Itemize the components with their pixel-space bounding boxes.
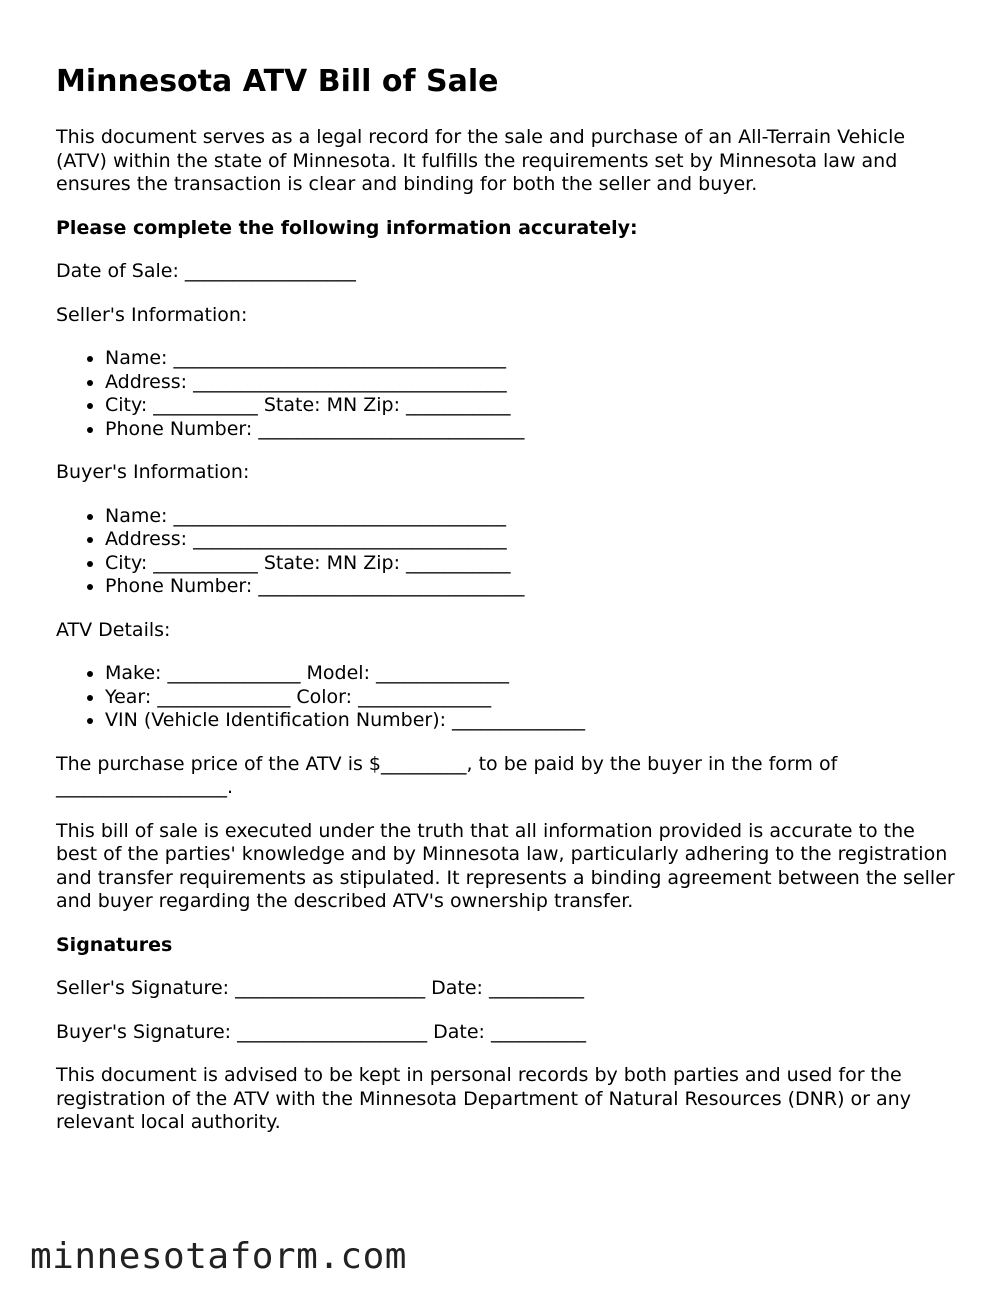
buyer-name-field: • Name: ___________________________________ [105,505,956,529]
buyer-signature-line: Buyer's Signature: ____________________ Date: __________ [56,1020,586,1043]
document-title: Minnesota ATV Bill of Sale [56,64,499,99]
atv-year-color-field: • Year: ______________ Color: ______________ [105,686,956,710]
date-of-sale-field: Date of Sale: __________________ [56,260,356,282]
seller-phone-field: • Phone Number: ____________________________ [105,418,956,442]
seller-heading: Seller's Information: [56,303,248,326]
signatures-heading: Signatures [56,933,173,956]
buyer-info-list [56,505,956,599]
seller-address-field: • Address: _________________________________ [105,371,956,395]
document-page [56,64,956,1155]
buyer-phone-field: • Phone Number: ____________________________ [105,575,956,599]
atv-details-heading: ATV Details: [56,618,171,641]
closing-paragraph: This document is advised to be kept in personal records by both parties and used for the registration of the ATV with the Minnesota Department of Natural Resources (DNR) or any relevant local authority. [56,1064,911,1133]
statement-paragraph: This bill of sale is executed under the truth that all information provided is accurate to the best of the parties' knowledge and by Minnesota law, particularly adhering to the registration and transfer requirements as stipulated. It represents a binding agreement between the seller and buyer regarding the described ATV's ownership transfer. [56,819,955,912]
atv-vin-field: • VIN (Vehicle Identification Number): ______________ [105,709,956,733]
seller-name-field: • Name: ___________________________________ [105,347,956,371]
intro-paragraph: This document serves as a legal record for the sale and purchase of an All-Terrain Vehicle (ATV) within the state of Minnesota. It fulfills the requirements set by Minnesota law and ensures the transaction is clear and binding for both the seller and buyer. [56,126,906,195]
buyer-address-field: • Address: _________________________________ [105,528,956,552]
seller-city-state-zip-field: • City: ___________ State: MN Zip: ___________ [105,394,956,418]
buyer-city-state-zip-field: • City: ___________ State: MN Zip: ___________ [105,552,956,576]
atv-make-model-field: • Make: ______________ Model: ______________ [105,662,956,686]
seller-info-list [56,347,956,441]
atv-details-list [56,662,956,733]
seller-signature-line: Seller's Signature: ____________________ Date: __________ [56,977,584,999]
buyer-heading: Buyer's Information: [56,461,250,483]
purchase-price-paragraph: The purchase price of the ATV is $_________, to be paid by the buyer in the form of __________________. [56,752,838,798]
instructions-heading: Please complete the following information accurately: [56,216,638,239]
footer-watermark: minnesotaform.com [30,1236,407,1277]
